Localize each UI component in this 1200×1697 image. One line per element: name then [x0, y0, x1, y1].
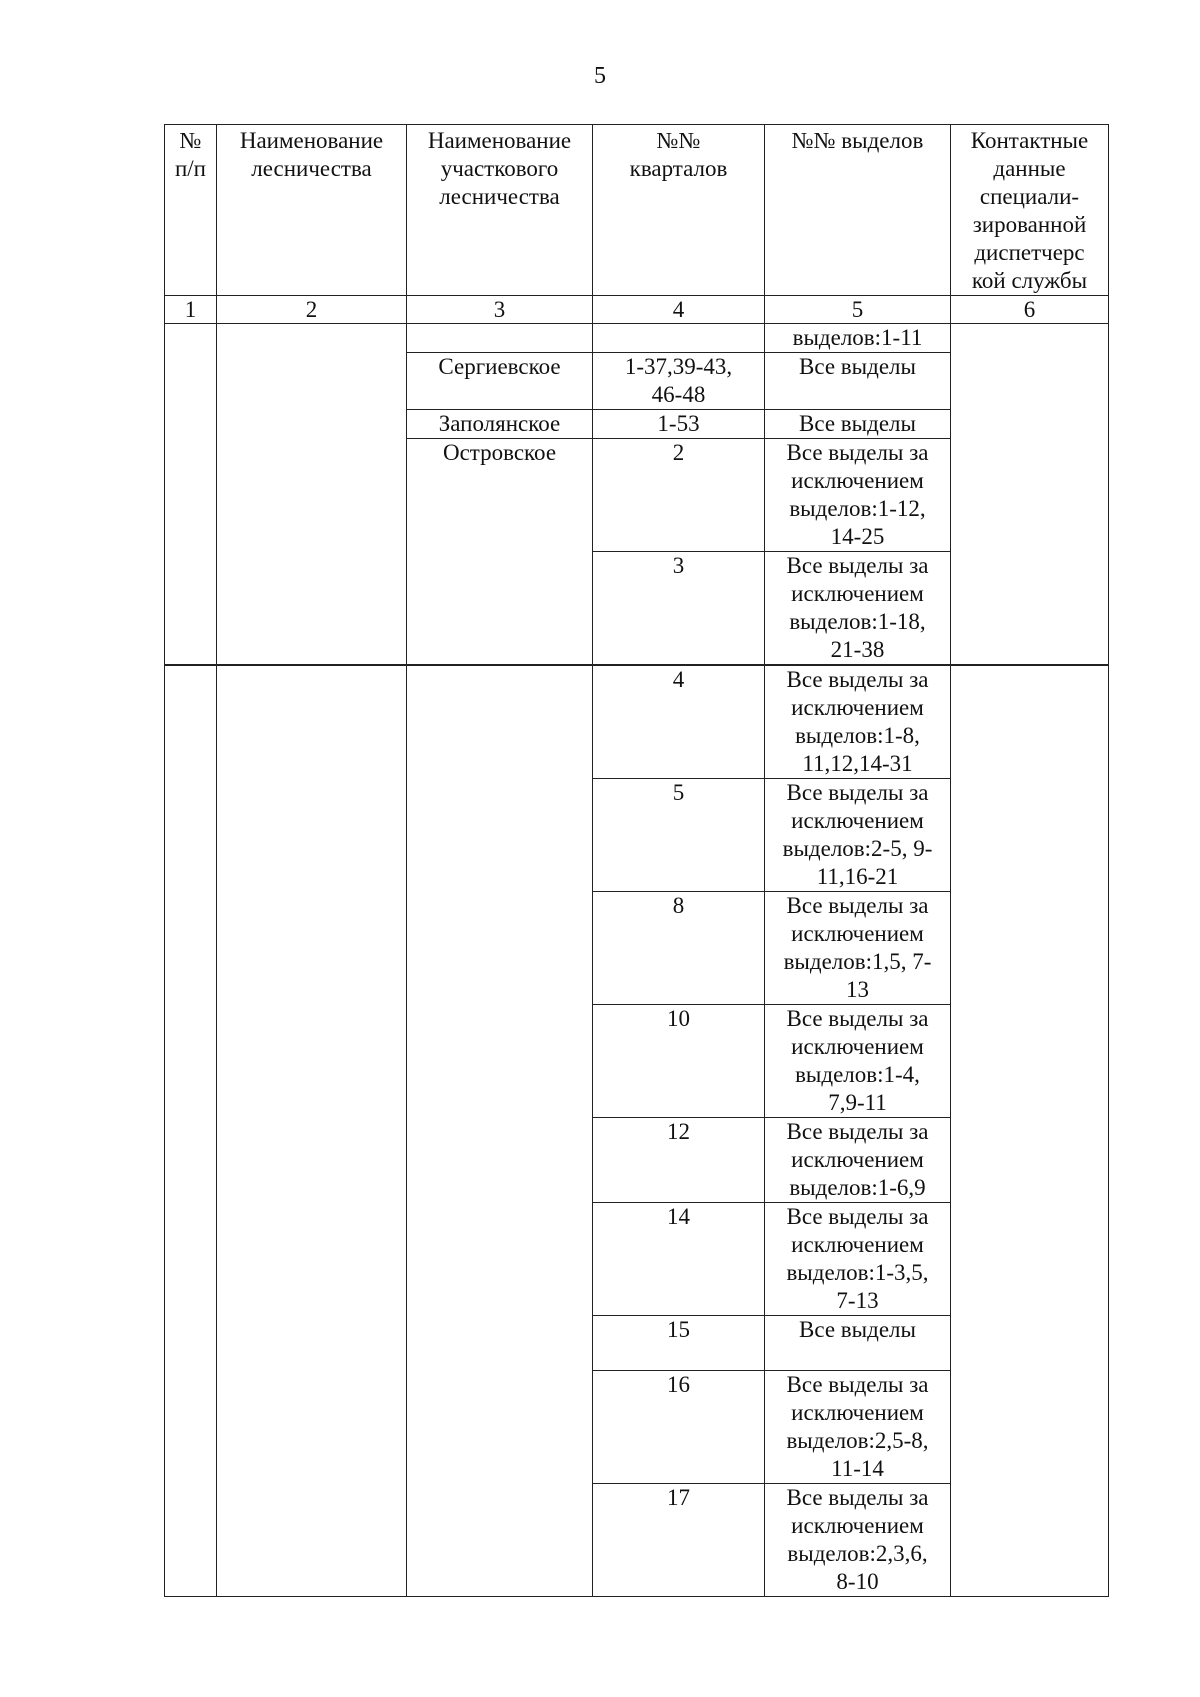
parcels-cell: Все выделы за исключением выделов:2-5, 9- 11,16-21 — [765, 779, 951, 892]
column-number: 5 — [765, 296, 951, 324]
contacts-cell — [951, 324, 1109, 666]
quarters-cell: 17 — [593, 1484, 765, 1597]
district-cell: Сергиевское — [407, 353, 593, 410]
quarters-cell: 10 — [593, 1005, 765, 1118]
column-number: 4 — [593, 296, 765, 324]
quarters-cell: 16 — [593, 1371, 765, 1484]
forestry-cell — [217, 324, 407, 666]
column-number-row — [165, 296, 1109, 324]
header-quarters: №№ кварталов — [593, 125, 765, 296]
parcels-cell: Все выделы — [765, 1316, 951, 1371]
parcels-cell: выделов:1-11 — [765, 324, 951, 353]
parcels-cell: Все выделы за исключением выделов:1-3,5, 7-13 — [765, 1203, 951, 1316]
header-contacts: Контактные данные специали- зированной диспетчерс кой службы — [951, 125, 1109, 296]
forestry-table — [164, 124, 1109, 1597]
parcels-cell: Все выделы за исключением выделов:1-4, 7,9-11 — [765, 1005, 951, 1118]
parcels-cell: Все выделы за исключением выделов:1-8, 11,12,14-31 — [765, 665, 951, 779]
parcels-cell: Все выделы — [765, 353, 951, 410]
quarters-cell: 3 — [593, 552, 765, 666]
column-number: 1 — [165, 296, 217, 324]
quarters-cell: 1-37,39-43, 46-48 — [593, 353, 765, 410]
parcels-cell: Все выделы за исключением выделов:1-12, 14-25 — [765, 439, 951, 552]
table-row — [165, 324, 1109, 353]
header-parcels: №№ выделов — [765, 125, 951, 296]
parcels-cell: Все выделы за исключением выделов:2,3,6, 8-10 — [765, 1484, 951, 1597]
parcels-cell: Все выделы за исключением выделов:1,5, 7- 13 — [765, 892, 951, 1005]
quarters-cell: 2 — [593, 439, 765, 552]
header-forestry: Наименование лесничества — [217, 125, 407, 296]
header-number: № п/п — [165, 125, 217, 296]
district-cell: Островское — [407, 439, 593, 666]
header-row — [165, 125, 1109, 296]
column-number: 3 — [407, 296, 593, 324]
quarters-cell: 4 — [593, 665, 765, 779]
number-cell — [165, 324, 217, 666]
parcels-cell: Все выделы за исключением выделов:2,5-8, 11-14 — [765, 1371, 951, 1484]
district-cell: Заполянское — [407, 410, 593, 439]
column-number: 6 — [951, 296, 1109, 324]
parcels-cell: Все выделы за исключением выделов:1-6,9 — [765, 1118, 951, 1203]
district-cell — [407, 324, 593, 353]
page-number: 5 — [594, 63, 606, 89]
forestry-cell — [217, 665, 407, 1597]
number-cell — [165, 665, 217, 1597]
quarters-cell: 1-53 — [593, 410, 765, 439]
quarters-cell: 12 — [593, 1118, 765, 1203]
quarters-cell: 15 — [593, 1316, 765, 1371]
table-row — [165, 665, 1109, 779]
column-number: 2 — [217, 296, 407, 324]
quarters-cell: 8 — [593, 892, 765, 1005]
header-district-forestry: Наименование участкового лесничества — [407, 125, 593, 296]
quarters-cell: 5 — [593, 779, 765, 892]
quarters-cell: 14 — [593, 1203, 765, 1316]
district-cell — [407, 665, 593, 1597]
contacts-cell — [951, 665, 1109, 1597]
quarters-cell — [593, 324, 765, 353]
parcels-cell: Все выделы за исключением выделов:1-18, 21-38 — [765, 552, 951, 666]
parcels-cell: Все выделы — [765, 410, 951, 439]
